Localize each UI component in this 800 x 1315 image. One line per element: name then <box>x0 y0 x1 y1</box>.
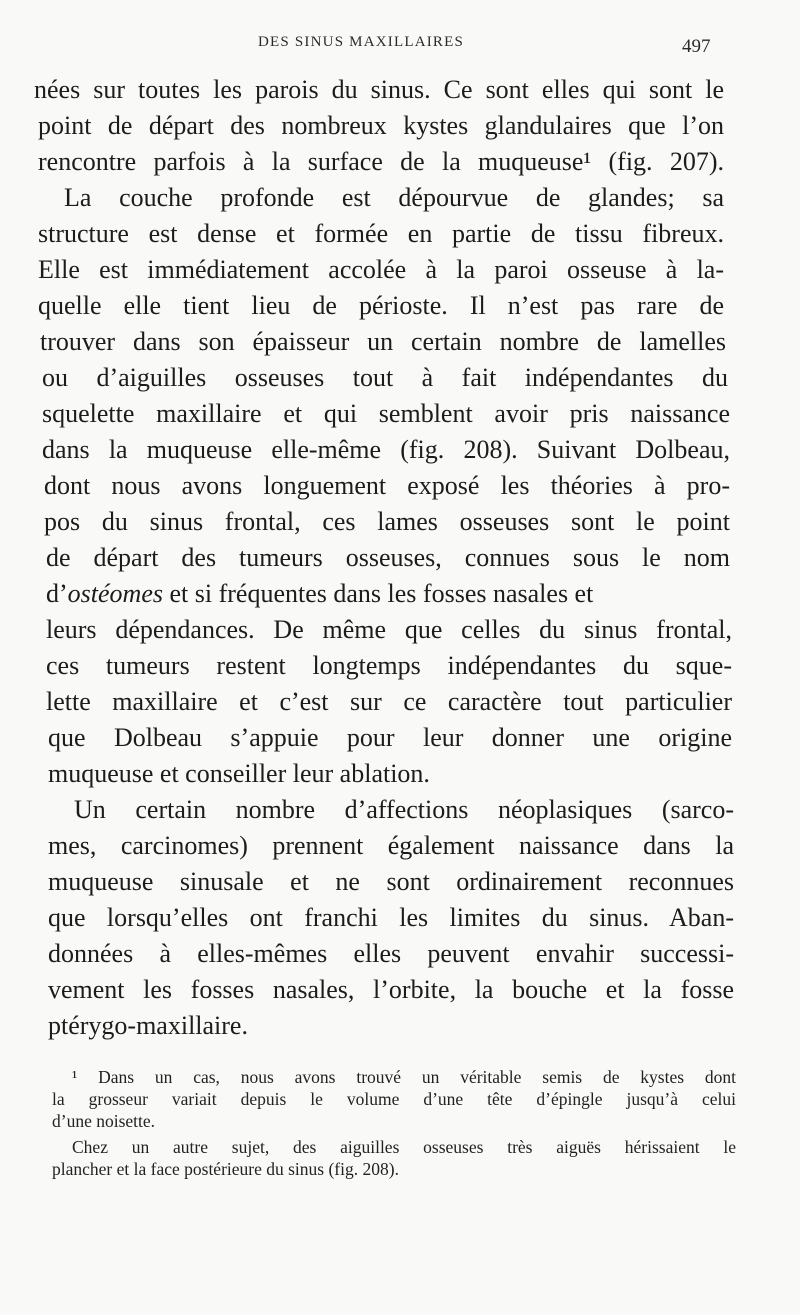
footnote-line: Chez un autre sujet, des aiguilles osseuses très aiguës hérissaient le <box>72 1137 736 1157</box>
text-line: Elle est immédiatement accolée à la paroi osseuse à la- <box>38 255 724 284</box>
footnote-line: la grosseur variait depuis le volume d’une tête d’épingle jusqu’à celui <box>52 1089 736 1109</box>
footnote-line: ¹ Dans un cas, nous avons trouvé un véritable semis de kystes dont <box>72 1067 736 1087</box>
text-line: dont nous avons longuement exposé les théories à pro- <box>44 471 730 500</box>
text-line: muqueuse et conseiller leur ablation. <box>48 759 430 788</box>
running-head <box>0 34 800 56</box>
text-line: de départ des tumeurs osseuses, connues sous le nom <box>46 543 730 572</box>
italic-term: ostéomes <box>67 579 163 608</box>
text-line: mes, carcinomes) prennent également naissance dans la <box>48 831 734 860</box>
running-title: DES SINUS MAXILLAIRES <box>258 34 465 50</box>
page-number: 497 <box>682 36 711 57</box>
text-line: Un certain nombre d’affections néoplasiques (sarco- <box>74 795 734 824</box>
text-line <box>46 576 730 612</box>
text-line: quelle elle tient lieu de périoste. Il n’est pas rare de <box>38 291 724 320</box>
text-line: leurs dépendances. De même que celles du sinus frontal, <box>46 615 732 644</box>
text-line: squelette maxillaire et qui semblent avoir pris naissance <box>42 399 730 428</box>
text-line: ou d’aiguilles osseuses tout à fait indépendantes du <box>42 363 728 392</box>
text-line: muqueuse sinusale et ne sont ordinairement reconnues <box>48 867 734 896</box>
text-line: trouver dans son épaisseur un certain nombre de lamelles <box>40 327 726 356</box>
text-line: point de départ des nombreux kystes glandulaires que l’on <box>38 111 724 140</box>
text-line: données à elles-mêmes elles peuvent envahir successi- <box>48 939 734 968</box>
text-line: nées sur toutes les parois du sinus. Ce sont elles qui sont le <box>34 75 724 104</box>
text-line: structure est dense et formée en partie de tissu fibreux. <box>38 219 724 248</box>
footnote-line: d’une noisette. <box>52 1111 156 1131</box>
text-line: ptérygo-maxillaire. <box>48 1011 248 1040</box>
text-line: lette maxillaire et c’est sur ce caractère tout particulier <box>46 687 732 716</box>
text-line: ces tumeurs restent longtemps indépendantes du sque- <box>46 651 732 680</box>
text-line: que lorsqu’elles ont franchi les limites du sinus. Aban- <box>48 903 734 932</box>
text-line: vement les fosses nasales, l’orbite, la bouche et la fosse <box>48 975 734 1004</box>
text-span: d’ <box>46 579 68 608</box>
footnote-line: plancher et la face postérieure du sinus (fig. 208). <box>52 1159 399 1179</box>
text-line: pos du sinus frontal, ces lames osseuses sont le point <box>44 507 730 536</box>
text-line: La couche profonde est dépourvue de glandes; sa <box>64 183 724 212</box>
text-line: rencontre parfois à la surface de la muqueuse¹ (fig. 207). <box>38 147 724 176</box>
text-line: que Dolbeau s’appuie pour leur donner une origine <box>48 723 732 752</box>
text-span: et si fréquentes dans les fosses nasales et <box>163 579 594 608</box>
text-line: dans la muqueuse elle-même (fig. 208). Suivant Dolbeau, <box>42 435 730 464</box>
